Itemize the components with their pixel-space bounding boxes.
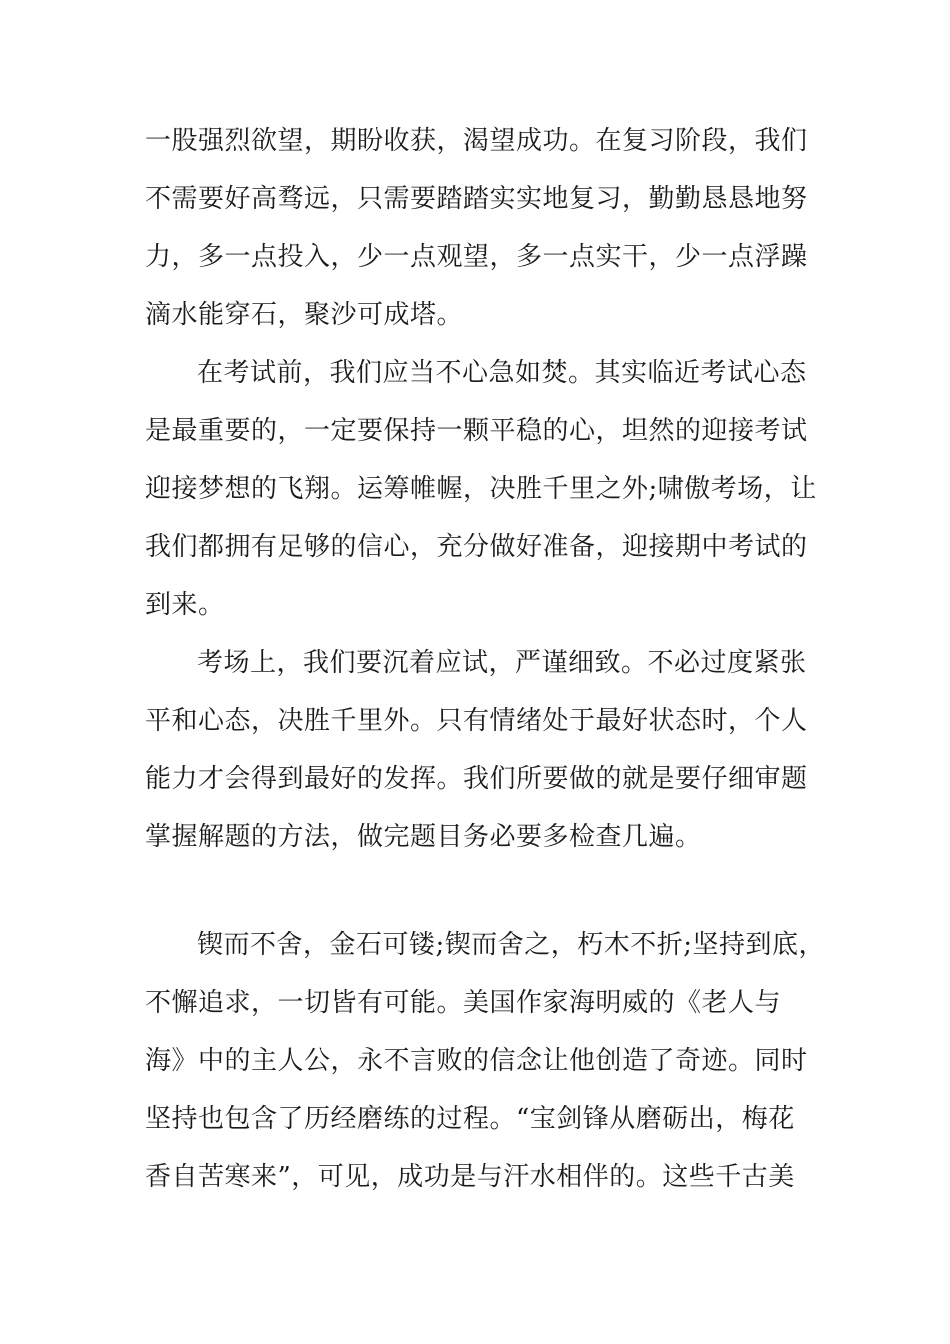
paragraph-1-line-1: 一股强烈欲望，期盼收获，渴望成功。在复习阶段，我们: [145, 126, 808, 156]
paragraph-2-line-1: 在考试前，我们应当不心急如焚。其实临近考试心态: [197, 358, 807, 388]
paragraph-1-line-3: 力，多一点投入，少一点观望，多一点实干，少一点浮躁: [145, 242, 808, 272]
paragraph-2-line-4: 我们都拥有足够的信心，充分做好准备，迎接期中考试的: [145, 532, 808, 562]
paragraph-2-line-2: 是最重要的，一定要保持一颗平稳的心，坦然的迎接考试: [145, 416, 808, 446]
paragraph-4-line-5: 香自苦寒来”，可见，成功是与汗水相伴的。这些千古美: [145, 1162, 795, 1192]
paragraph-4-line-3: 海》中的主人公，永不言败的信念让他创造了奇迹。同时: [145, 1046, 808, 1076]
paragraph-4-line-4: 坚持也包含了历经磨练的过程。“宝剑锋从磨砺出，梅花: [145, 1104, 795, 1134]
paragraph-2-line-3: 迎接梦想的飞翔。运筹帷幄，决胜千里之外;啸傲考场，让: [145, 474, 817, 504]
paragraph-3-line-1: 考场上，我们要沉着应试，严谨细致。不必过度紧张: [197, 648, 807, 678]
paragraph-4-line-1: 锲而不舍，金石可镂;锲而舍之，朽木不折;坚持到底，: [197, 930, 826, 960]
paragraph-4-line-2: 不懈追求，一切皆有可能。美国作家海明威的《老人与: [145, 988, 782, 1018]
paragraph-3-line-2: 平和心态，决胜千里外。只有情绪处于最好状态时，个人: [145, 706, 808, 736]
paragraph-3-line-3: 能力才会得到最好的发挥。我们所要做的就是要仔细审题: [145, 764, 808, 794]
paragraph-1-line-4: 滴水能穿石，聚沙可成塔。: [145, 300, 464, 330]
paragraph-2-line-5: 到来。: [145, 590, 225, 620]
paragraph-3-line-4: 掌握解题的方法，做完题目务必要多检查几遍。: [145, 822, 702, 852]
paragraph-1-line-2: 不需要好高骛远，只需要踏踏实实地复习，勤勤恳恳地努: [145, 184, 808, 214]
